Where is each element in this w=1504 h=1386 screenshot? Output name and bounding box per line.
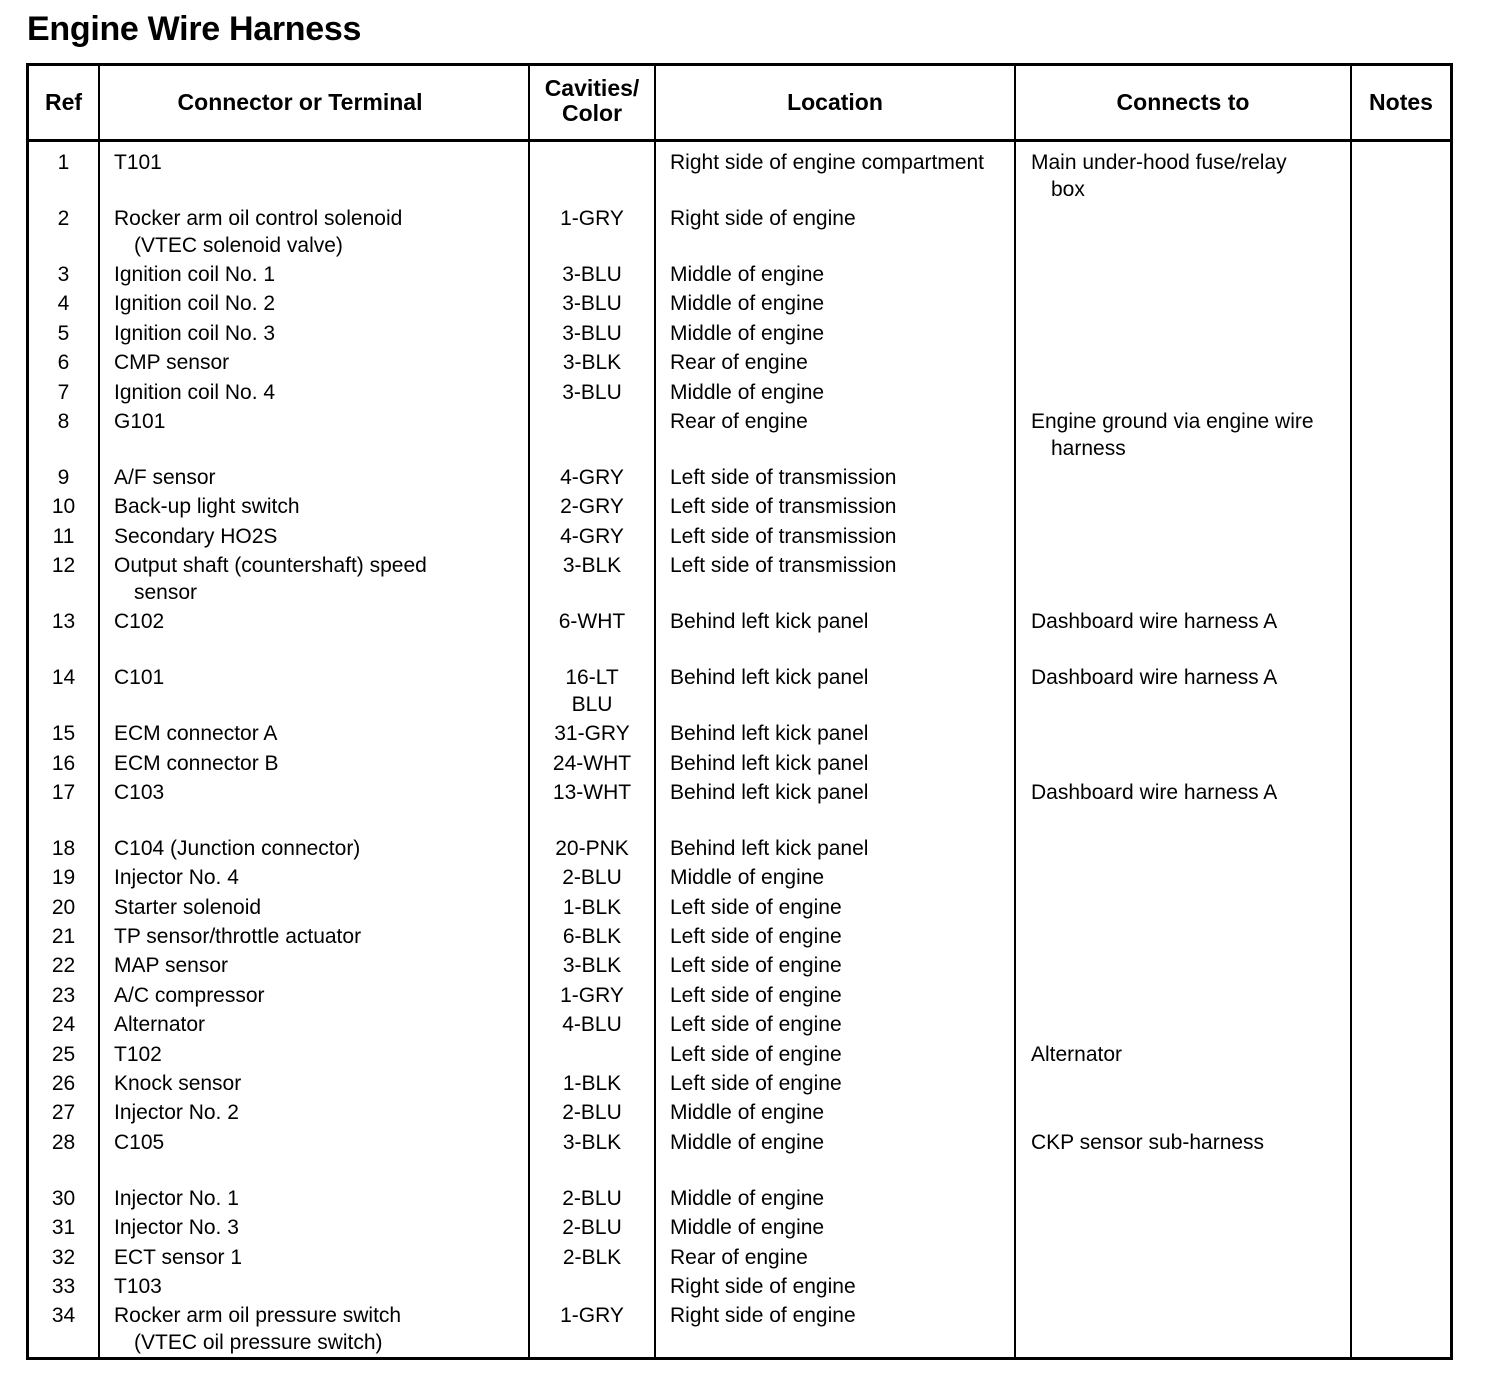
location-cell: Rear of engine bbox=[670, 351, 808, 375]
connects-to-cell bbox=[1031, 894, 1350, 923]
cavities-value: 1-BLK bbox=[562, 1072, 622, 1096]
cavities-value: 2-GRY bbox=[560, 495, 624, 519]
connects-to-cell bbox=[1031, 864, 1350, 893]
connector-cell bbox=[114, 923, 528, 952]
connects-to-cell bbox=[1031, 1011, 1350, 1040]
ref-cell: 33 bbox=[51, 1274, 76, 1298]
ref-cell: 2 bbox=[57, 207, 70, 230]
cavities-cell bbox=[530, 1129, 654, 1185]
connector-cell bbox=[114, 1129, 528, 1185]
cavities-value: 3-BLU bbox=[562, 292, 622, 316]
connector-name-continued: (VTEC oil pressure switch) bbox=[134, 1331, 383, 1355]
cavities-cell bbox=[530, 864, 654, 893]
connector-name: Starter solenoid bbox=[114, 895, 262, 919]
location-cell: Rear of engine bbox=[670, 1245, 808, 1269]
location-cell: Left side of engine bbox=[670, 983, 842, 1007]
connector-name: TP sensor/throttle actuator bbox=[114, 925, 362, 949]
connects-to-cell bbox=[1031, 779, 1350, 835]
connector-name: C101 bbox=[114, 666, 165, 690]
connector-cell bbox=[114, 720, 528, 749]
connector-cell bbox=[114, 982, 528, 1011]
header-cavities bbox=[529, 66, 655, 141]
cavities-value: 3-BLK bbox=[562, 351, 622, 375]
ref-cell: 7 bbox=[57, 380, 70, 404]
connector-name: T103 bbox=[114, 1274, 162, 1298]
connector-cell bbox=[114, 1185, 528, 1214]
cavities-value: 13-WHT bbox=[552, 780, 632, 804]
cavities-cell bbox=[530, 349, 654, 378]
cavities-value: 20-PNK bbox=[555, 836, 629, 860]
location-cell: Middle of engine bbox=[670, 1216, 825, 1240]
cavities-cell bbox=[530, 205, 654, 261]
cavities-cell bbox=[530, 1244, 654, 1273]
connects-to-cell bbox=[1031, 952, 1350, 981]
cavities-value: 4-BLU bbox=[562, 1013, 622, 1037]
connector-cell bbox=[114, 1273, 528, 1302]
ref-cell: 27 bbox=[51, 1101, 76, 1125]
cavities-value: 1-BLK bbox=[562, 895, 622, 919]
cavities-cell bbox=[530, 894, 654, 923]
connects-to-cell bbox=[1031, 149, 1350, 205]
harness-table bbox=[29, 66, 1450, 1358]
header-cavities-line1: Cavities/ bbox=[544, 74, 640, 101]
location-cell: Behind left kick panel bbox=[670, 836, 869, 860]
connector-name: Ignition coil No. 2 bbox=[114, 292, 276, 316]
location-cell: Left side of engine bbox=[670, 895, 842, 919]
connector-cell bbox=[114, 408, 528, 464]
cavities-value: 4-GRY bbox=[560, 524, 624, 548]
connects-to-cell bbox=[1031, 290, 1350, 319]
connects-to-cell bbox=[1031, 982, 1350, 1011]
connector-cell bbox=[114, 493, 528, 522]
location-cell: Left side of engine bbox=[670, 1042, 842, 1066]
location-cell: Middle of engine bbox=[670, 1101, 825, 1125]
cavities-value: 1-GRY bbox=[560, 207, 624, 230]
connects-to-cell bbox=[1031, 1302, 1350, 1358]
connects-to-value: Engine ground via engine wire bbox=[1031, 409, 1314, 433]
table-header-row bbox=[29, 66, 1450, 141]
location-cell: Right side of engine bbox=[670, 1274, 856, 1298]
cavities-value: 1-GRY bbox=[560, 983, 624, 1007]
cavities-value: 2-BLK bbox=[562, 1245, 622, 1269]
connector-name: Secondary HO2S bbox=[114, 524, 278, 548]
connects-to-cell bbox=[1031, 320, 1350, 349]
cavities-cell bbox=[530, 1273, 654, 1302]
connector-cell bbox=[114, 523, 528, 552]
cavities-value: 6-WHT bbox=[558, 610, 626, 634]
ref-cell: 1 bbox=[57, 151, 70, 174]
cavities-cell bbox=[530, 1011, 654, 1040]
connects-to-cell bbox=[1031, 1273, 1350, 1302]
ref-cell: 16 bbox=[51, 751, 76, 775]
connector-cell bbox=[114, 290, 528, 319]
connector-name: Alternator bbox=[114, 1013, 206, 1037]
cavities-value: 2-BLU bbox=[562, 1101, 622, 1125]
ref-cell: 19 bbox=[51, 866, 76, 890]
connector-name: T101 bbox=[114, 151, 162, 174]
cavities-cell bbox=[530, 149, 654, 205]
cavities-cell bbox=[530, 523, 654, 552]
cavities-cell bbox=[530, 1070, 654, 1099]
location-cell: Left side of engine bbox=[670, 954, 842, 978]
cavities-cell bbox=[530, 664, 654, 720]
location-cell: Left side of transmission bbox=[670, 495, 897, 519]
ref-column bbox=[29, 141, 99, 1359]
connector-cell bbox=[114, 1244, 528, 1273]
cavities-cell bbox=[530, 1041, 654, 1070]
cavities-cell bbox=[530, 290, 654, 319]
cavities-cell bbox=[530, 320, 654, 349]
connector-name: C104 (Junction connector) bbox=[114, 836, 361, 860]
cavities-cell bbox=[530, 608, 654, 664]
cavities-cell bbox=[530, 952, 654, 981]
connector-cell bbox=[114, 1070, 528, 1099]
ref-cell: 22 bbox=[51, 954, 76, 978]
connector-name: A/C compressor bbox=[114, 983, 265, 1007]
connects-to-value: Dashboard wire harness A bbox=[1031, 780, 1278, 804]
location-cell: Right side of engine bbox=[670, 207, 856, 230]
ref-cell: 4 bbox=[57, 292, 70, 316]
connector-name: Rocker arm oil control solenoid bbox=[114, 207, 403, 230]
location-cell: Rear of engine bbox=[670, 409, 808, 433]
connector-cell bbox=[114, 149, 528, 205]
connects-to-cell bbox=[1031, 720, 1350, 749]
connects-to-cell bbox=[1031, 1041, 1350, 1070]
header-ref: Ref bbox=[29, 66, 99, 141]
cavities-cell bbox=[530, 464, 654, 493]
header-cavities-line2: Color bbox=[561, 99, 623, 126]
connector-name: C105 bbox=[114, 1130, 165, 1154]
connector-name-continued: (VTEC solenoid valve) bbox=[134, 234, 343, 257]
connects-to-cell bbox=[1031, 750, 1350, 779]
connects-to-cell bbox=[1031, 1070, 1350, 1099]
location-column bbox=[655, 141, 1015, 1359]
ref-cell: 13 bbox=[51, 610, 76, 634]
connector-name-continued: sensor bbox=[134, 581, 198, 605]
cavities-value: 2-BLU bbox=[562, 866, 622, 890]
location-cell: Middle of engine bbox=[670, 1186, 825, 1210]
connects-to-column bbox=[1015, 141, 1351, 1359]
ref-cell: 28 bbox=[51, 1130, 76, 1154]
ref-cell: 25 bbox=[51, 1042, 76, 1066]
cavities-cell bbox=[530, 1185, 654, 1214]
location-cell: Behind left kick panel bbox=[670, 666, 869, 690]
connector-name: Knock sensor bbox=[114, 1072, 242, 1096]
connects-to-cell bbox=[1031, 1214, 1350, 1243]
connects-to-cell bbox=[1031, 379, 1350, 408]
connector-name: A/F sensor bbox=[114, 465, 216, 489]
connects-to-value: Alternator bbox=[1031, 1042, 1123, 1066]
table-body-row bbox=[29, 141, 1450, 1359]
cavities-cell bbox=[530, 408, 654, 464]
notes-column bbox=[1351, 141, 1450, 1359]
location-cell: Left side of engine bbox=[670, 925, 842, 949]
cavities-value: BLU bbox=[571, 693, 613, 717]
connects-to-cell bbox=[1031, 1244, 1350, 1273]
location-cell: Behind left kick panel bbox=[670, 722, 869, 746]
connects-to-value: Dashboard wire harness A bbox=[1031, 666, 1278, 690]
ref-cell: 34 bbox=[51, 1304, 76, 1328]
connector-name: Injector No. 2 bbox=[114, 1101, 239, 1125]
ref-cell: 31 bbox=[51, 1216, 76, 1240]
cavities-value: 31-GRY bbox=[554, 722, 630, 746]
ref-cell: 30 bbox=[51, 1186, 76, 1210]
location-cell: Left side of engine bbox=[670, 1013, 842, 1037]
connector-cell bbox=[114, 349, 528, 378]
location-cell: Behind left kick panel bbox=[670, 610, 869, 634]
connector-cell bbox=[114, 552, 528, 608]
connector-cell bbox=[114, 664, 528, 720]
connector-name: CMP sensor bbox=[114, 351, 230, 375]
connector-cell bbox=[114, 750, 528, 779]
ref-cell: 20 bbox=[51, 895, 76, 919]
connector-name: G101 bbox=[114, 409, 166, 433]
connects-to-cell bbox=[1031, 349, 1350, 378]
connector-cell bbox=[114, 1041, 528, 1070]
header-connects-to: Connects to bbox=[1015, 66, 1351, 141]
connector-cell bbox=[114, 261, 528, 290]
connector-cell bbox=[114, 608, 528, 664]
location-cell: Behind left kick panel bbox=[670, 751, 869, 775]
cavities-cell bbox=[530, 750, 654, 779]
location-cell: Middle of engine bbox=[670, 380, 825, 404]
location-cell: Right side of engine compartment bbox=[670, 151, 985, 174]
header-location: Location bbox=[655, 66, 1015, 141]
connects-to-value: Main under-hood fuse/relay bbox=[1031, 151, 1287, 174]
connects-to-cell bbox=[1031, 493, 1350, 522]
ref-cell: 3 bbox=[57, 263, 70, 286]
connector-name: Ignition coil No. 1 bbox=[114, 263, 276, 286]
cavities-value: 4-GRY bbox=[560, 465, 624, 489]
connector-name: ECM connector B bbox=[114, 751, 279, 775]
cavities-value: 6-BLK bbox=[562, 925, 622, 949]
connects-to-value: Dashboard wire harness A bbox=[1031, 610, 1278, 634]
location-cell: Right side of engine bbox=[670, 1304, 856, 1328]
harness-table-frame bbox=[26, 63, 1453, 1360]
connects-to-cell bbox=[1031, 835, 1350, 864]
ref-cell: 9 bbox=[57, 465, 70, 489]
location-cell: Middle of engine bbox=[670, 866, 825, 890]
ref-cell: 24 bbox=[51, 1013, 76, 1037]
connector-cell bbox=[114, 1302, 528, 1358]
ref-cell: 10 bbox=[51, 495, 76, 519]
connects-to-value: CKP sensor sub-harness bbox=[1031, 1130, 1265, 1154]
location-cell: Left side of transmission bbox=[670, 524, 897, 548]
connects-to-cell bbox=[1031, 664, 1350, 720]
connector-cell bbox=[114, 320, 528, 349]
connects-to-cell bbox=[1031, 205, 1350, 261]
cavities-column bbox=[529, 141, 655, 1359]
connects-to-cell bbox=[1031, 1129, 1350, 1185]
cavities-value: 3-BLK bbox=[562, 554, 622, 578]
connector-cell bbox=[114, 835, 528, 864]
connector-cell bbox=[114, 779, 528, 835]
cavities-cell bbox=[530, 1302, 654, 1358]
connector-name: Rocker arm oil pressure switch bbox=[114, 1304, 402, 1328]
connector-name: C102 bbox=[114, 610, 165, 634]
cavities-cell bbox=[530, 261, 654, 290]
connector-cell bbox=[114, 205, 528, 261]
cavities-cell bbox=[530, 1214, 654, 1243]
connects-to-cell bbox=[1031, 464, 1350, 493]
location-cell: Left side of transmission bbox=[670, 554, 897, 578]
connects-to-cell bbox=[1031, 608, 1350, 664]
cavities-value: 3-BLU bbox=[562, 380, 622, 404]
connects-to-cell bbox=[1031, 552, 1350, 608]
connects-to-cell bbox=[1031, 1185, 1350, 1214]
cavities-value: 3-BLK bbox=[562, 1130, 622, 1154]
connector-cell bbox=[114, 1011, 528, 1040]
ref-cell: 17 bbox=[51, 780, 76, 804]
location-cell: Middle of engine bbox=[670, 292, 825, 316]
connector-name: Back-up light switch bbox=[114, 495, 300, 519]
connector-cell bbox=[114, 1099, 528, 1128]
cavities-value: 2-BLU bbox=[562, 1186, 622, 1210]
cavities-cell bbox=[530, 923, 654, 952]
header-notes: Notes bbox=[1351, 66, 1450, 141]
ref-cell: 5 bbox=[57, 321, 70, 345]
connector-name: C103 bbox=[114, 780, 165, 804]
connector-name: T102 bbox=[114, 1042, 162, 1066]
connects-to-cell bbox=[1031, 1099, 1350, 1128]
connector-cell bbox=[114, 379, 528, 408]
ref-cell: 21 bbox=[51, 925, 76, 949]
ref-cell: 6 bbox=[57, 351, 70, 375]
cavities-cell bbox=[530, 835, 654, 864]
page-title: Engine Wire Harness bbox=[27, 10, 362, 48]
location-cell: Middle of engine bbox=[670, 321, 825, 345]
connector-cell bbox=[114, 464, 528, 493]
connector-name: Ignition coil No. 3 bbox=[114, 321, 276, 345]
ref-cell: 15 bbox=[51, 722, 76, 746]
location-cell: Left side of transmission bbox=[670, 465, 897, 489]
connector-name: ECT sensor 1 bbox=[114, 1245, 242, 1269]
connects-to-cell bbox=[1031, 523, 1350, 552]
cavities-value: 3-BLK bbox=[562, 954, 622, 978]
ref-cell: 32 bbox=[51, 1245, 76, 1269]
cavities-cell bbox=[530, 552, 654, 608]
location-cell: Middle of engine bbox=[670, 263, 825, 286]
connector-name: ECM connector A bbox=[114, 722, 278, 746]
connector-name: Output shaft (countershaft) speed bbox=[114, 554, 427, 578]
connector-name: MAP sensor bbox=[114, 954, 228, 978]
ref-cell: 8 bbox=[57, 409, 70, 433]
cavities-value: 24-WHT bbox=[552, 751, 632, 775]
connects-to-continued: box bbox=[1051, 178, 1085, 201]
cavities-value: 3-BLU bbox=[562, 321, 622, 345]
cavities-cell bbox=[530, 982, 654, 1011]
cavities-value: 3-BLU bbox=[562, 263, 622, 286]
header-connector: Connector or Terminal bbox=[99, 66, 529, 141]
ref-cell: 26 bbox=[51, 1072, 76, 1096]
location-cell: Behind left kick panel bbox=[670, 780, 869, 804]
cavities-cell bbox=[530, 779, 654, 835]
ref-cell: 14 bbox=[51, 666, 76, 690]
cavities-cell bbox=[530, 493, 654, 522]
cavities-cell bbox=[530, 379, 654, 408]
cavities-value: 1-GRY bbox=[560, 1304, 624, 1328]
cavities-value: 2-BLU bbox=[562, 1216, 622, 1240]
ref-cell: 18 bbox=[51, 836, 76, 860]
location-cell: Middle of engine bbox=[670, 1130, 825, 1154]
connector-cell bbox=[114, 952, 528, 981]
cavities-cell bbox=[530, 1099, 654, 1128]
ref-cell: 11 bbox=[52, 524, 75, 548]
connects-to-cell bbox=[1031, 408, 1350, 464]
cavities-value: 16-LT bbox=[565, 666, 619, 690]
connector-cell bbox=[114, 864, 528, 893]
connects-to-continued: harness bbox=[1051, 436, 1126, 460]
connector-cell bbox=[114, 894, 528, 923]
ref-cell: 23 bbox=[51, 983, 76, 1007]
connector-name: Ignition coil No. 4 bbox=[114, 380, 276, 404]
connector-column bbox=[99, 141, 529, 1359]
connector-cell bbox=[114, 1214, 528, 1243]
connector-name: Injector No. 4 bbox=[114, 866, 239, 890]
connects-to-cell bbox=[1031, 261, 1350, 290]
cavities-cell bbox=[530, 720, 654, 749]
ref-cell: 12 bbox=[51, 554, 76, 578]
connector-name: Injector No. 3 bbox=[114, 1216, 239, 1240]
location-cell: Left side of engine bbox=[670, 1072, 842, 1096]
connects-to-cell bbox=[1031, 923, 1350, 952]
connector-name: Injector No. 1 bbox=[114, 1186, 239, 1210]
